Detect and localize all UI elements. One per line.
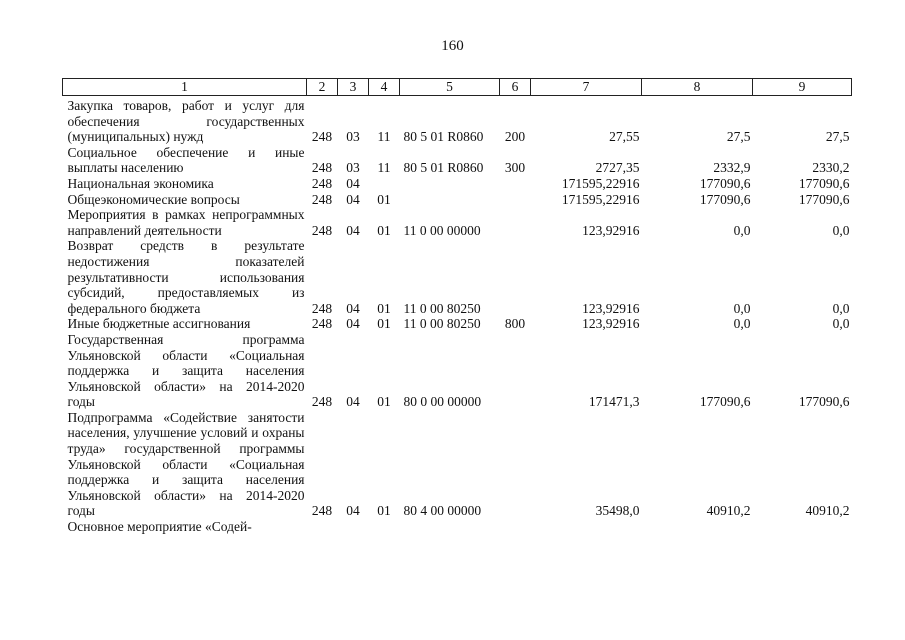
table-row (63, 145, 852, 176)
row-col-8: 40910,2 (706, 503, 751, 519)
row-col-7 (531, 519, 642, 535)
row-name: Основное мероприятие «Содей- (67, 519, 252, 535)
row-col-2: 248 (311, 175, 333, 191)
row-col-3: 03 (346, 160, 360, 176)
row-col-8: 27,5 (726, 129, 751, 145)
table-row (63, 207, 852, 238)
row-col-5: 80 4 00 00000 (403, 503, 482, 519)
row-col-3: 04 (346, 175, 360, 191)
row-col-8: 177090,6 (699, 191, 751, 207)
row-col-4: 01 (377, 394, 391, 410)
row-col-8: 177090,6 (699, 175, 751, 191)
table-row (63, 410, 852, 519)
row-name: Иные бюджетные ассигнования (67, 316, 251, 332)
row-col-9: 0,0 (832, 316, 850, 332)
row-col-5: 11 0 00 80250 (403, 300, 481, 316)
row-name: Возврат средств в результате недостижения показателей результативности использования субсидий, предоставляемых из федерального бюджета (67, 238, 305, 316)
row-col-5: 80 0 00 00000 (403, 394, 482, 410)
row-col-6 (500, 176, 531, 192)
row-name: Социальное обеспечение и иные выплаты населению (67, 144, 305, 176)
row-col-8: 0,0 (733, 300, 751, 316)
row-col-5: 11 0 00 00000 (403, 222, 481, 238)
row-col-7: 35498,0 (595, 503, 640, 519)
header-row (63, 79, 852, 96)
row-name: Государственная программа Ульяновской области «Социальная поддержка и защита населения Ульяновской области» на 2014-2020 годы (67, 331, 305, 410)
row-col-5 (400, 176, 500, 192)
row-col-8: 0,0 (733, 222, 751, 238)
row-col-3: 04 (346, 222, 360, 238)
row-col-3: 04 (346, 191, 360, 207)
header-col-6: 6 (500, 79, 531, 96)
row-col-6 (500, 519, 531, 535)
row-col-2: 248 (311, 316, 333, 332)
row-col-3: 04 (346, 394, 360, 410)
row-col-9: 27,5 (825, 129, 850, 145)
row-col-9: 2330,2 (812, 160, 850, 176)
row-col-7: 27,55 (609, 129, 640, 145)
row-col-5: 80 5 01 R0860 (403, 129, 484, 145)
header-col-3: 3 (338, 79, 369, 96)
row-col-5 (400, 192, 500, 208)
row-col-2: 248 (311, 129, 333, 145)
row-col-2: 248 (311, 160, 333, 176)
row-col-7: 2727,35 (595, 160, 640, 176)
row-col-6: 800 (504, 316, 526, 332)
row-col-9: 40910,2 (805, 503, 850, 519)
row-col-2 (307, 519, 338, 535)
row-col-6 (500, 332, 531, 410)
row-col-3 (338, 519, 369, 535)
row-col-2: 248 (311, 394, 333, 410)
row-col-7: 171471,3 (588, 394, 640, 410)
table-row (63, 238, 852, 316)
table-row (63, 98, 852, 145)
row-name: Подпрограмма «Содействие занятости населения, улучшение условий и охраны труда» государственной программы Ульяновской области «Социальная поддержка и защита населения Ульяновской области» на 2014-2020 годы (67, 409, 305, 519)
row-col-9: 0,0 (832, 300, 850, 316)
header-col-4: 4 (369, 79, 400, 96)
row-col-6 (500, 192, 531, 208)
header-col-9: 9 (753, 79, 852, 96)
row-col-4: 01 (377, 191, 391, 207)
row-col-6 (500, 410, 531, 519)
row-col-4: 11 (377, 129, 391, 145)
table-row (63, 519, 852, 535)
row-col-6 (500, 207, 531, 238)
row-col-4: 11 (377, 160, 391, 176)
row-col-9: 177090,6 (798, 394, 850, 410)
row-col-2: 248 (311, 503, 333, 519)
row-col-6 (500, 238, 531, 316)
header-col-5: 5 (400, 79, 500, 96)
row-name: Общеэкономические вопросы (67, 191, 240, 207)
row-col-3: 04 (346, 316, 360, 332)
row-col-3: 04 (346, 300, 360, 316)
row-col-7: 123,92916 (582, 316, 640, 332)
row-col-3: 04 (346, 503, 360, 519)
row-col-4: 01 (377, 300, 391, 316)
row-col-5: 11 0 00 80250 (403, 316, 481, 332)
table-row (63, 332, 852, 410)
row-col-9: 177090,6 (798, 191, 850, 207)
row-col-4: 01 (377, 316, 391, 332)
row-col-7: 123,92916 (582, 222, 640, 238)
row-col-7: 171595,22916 (561, 191, 640, 207)
row-col-6: 200 (504, 129, 526, 145)
row-col-4: 01 (377, 222, 391, 238)
header-col-1: 1 (63, 79, 307, 96)
row-col-8: 177090,6 (699, 394, 751, 410)
row-col-4 (369, 176, 400, 192)
row-name: Мероприятия в рамках непрограммных направлений деятельности (67, 207, 305, 238)
header-col-7: 7 (531, 79, 642, 96)
table-row (63, 176, 852, 192)
row-col-6: 300 (504, 160, 526, 176)
row-name: Национальная экономика (67, 175, 214, 191)
table-row (63, 192, 852, 208)
table-row (63, 316, 852, 332)
header-col-8: 8 (642, 79, 753, 96)
page-number: 160 (441, 38, 464, 54)
row-col-2: 248 (311, 191, 333, 207)
row-col-7: 171595,22916 (561, 175, 640, 191)
row-name: Закупка товаров, работ и услуг для обеспечения государственных (муниципальных) нужд (67, 98, 305, 145)
row-col-2: 248 (311, 300, 333, 316)
row-col-2: 248 (311, 222, 333, 238)
row-col-8 (642, 519, 753, 535)
row-col-4: 01 (377, 503, 391, 519)
row-col-8: 0,0 (733, 316, 751, 332)
row-col-7: 123,92916 (582, 300, 640, 316)
row-col-8: 2332,9 (713, 160, 751, 176)
header-col-2: 2 (307, 79, 338, 96)
row-col-3: 03 (346, 129, 360, 145)
row-col-9 (753, 519, 852, 535)
budget-table (62, 78, 852, 535)
row-col-5: 80 5 01 R0860 (403, 160, 484, 176)
row-col-9: 177090,6 (798, 175, 850, 191)
row-col-5 (400, 519, 500, 535)
row-col-9: 0,0 (832, 222, 850, 238)
row-col-4 (369, 519, 400, 535)
